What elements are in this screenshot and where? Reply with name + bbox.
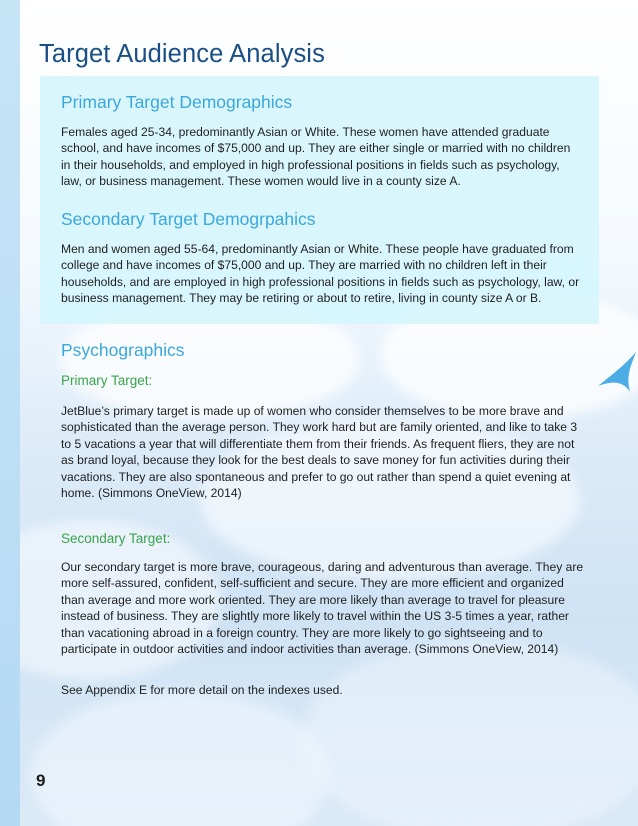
cloud [300, 640, 638, 826]
secondary-demographics-text: Men and women aged 55-64, predominantly Asian or White. These people have graduated from college and have incomes of $75,000 and up. They are married with no children left in their households, and are employed in high professional positions in fields such as psychology, law, or business management. They may be retiring or about to retire, living in county size A or B. [61, 242, 580, 306]
cloud [30, 690, 330, 826]
primary-target-text: JetBlue’s primary target is made up of women who consider themselves to be more brave and sophisticated than the average person. They work hard but are family oriented, and like to take 3 to 5 vacations a year that will differentiate them from their friends. As frequent fliers, they are not as brand loyal, because they look for the best deals to save money for fun activities during their vacations. They are also spontaneous and prefer to go out rather than spend a quiet evening at home. (Simmons OneView, 2014) [61, 404, 578, 501]
page-title: Target Audience Analysis [39, 40, 325, 68]
psychographics-heading: Psychographics [61, 340, 185, 360]
page-number: 9 [36, 771, 46, 790]
appendix-note: See Appendix E for more detail on the indexes used. [61, 683, 343, 697]
secondary-target-label: Secondary Target: [61, 531, 171, 546]
primary-demographics-heading: Primary Target Demographics [61, 92, 293, 112]
bird-icon [596, 346, 638, 406]
secondary-target-text: Our secondary target is more brave, courageous, daring and adventurous than average. They are more self-assured, confident, self-sufficient and secure. They are more efficient and organized than average and more work oriented. They are more likely than average to travel for pleasure instead of business. They are slightly more likely to travel within the US 3-5 times a year, rather than vacationing abroad in a foreign country. They are more likely to go sightseeing and to participate in outdoor activities and indoor activities than average. (Simmons OneView, 2014) [61, 560, 584, 657]
left-accent-bar [0, 0, 20, 826]
primary-demographics-text: Females aged 25-34, predominantly Asian or White. These women have attended graduate school, and have incomes of $75,000 and up. They are either single or married with no children in their households, and employed in high professional positions in fields such as psychology, law, or business management. These women would live in a county size A. [61, 125, 571, 189]
primary-target-label: Primary Target: [61, 373, 153, 388]
secondary-demographics-heading: Secondary Target Demogrpahics [61, 209, 316, 229]
